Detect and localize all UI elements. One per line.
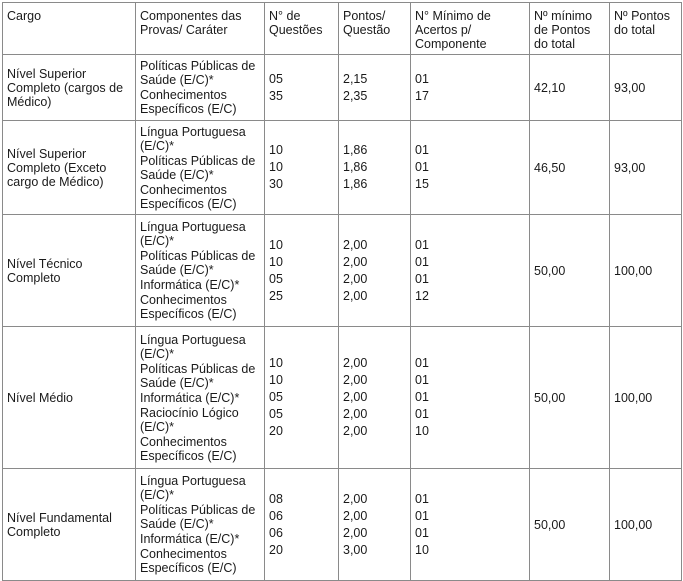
min-total-cell: 42,10 — [530, 55, 610, 121]
header-cargo: Cargo — [3, 3, 136, 55]
header-minimo: N° Mínimo de Acertos p/ Componente — [411, 3, 530, 55]
questoes-cell — [265, 55, 339, 121]
questoes-value: 35 — [269, 88, 283, 103]
table-row — [3, 469, 682, 581]
componente-item: Língua Portuguesa (E/C)* — [140, 220, 246, 248]
table-row — [3, 215, 682, 327]
total-cell: 100,00 — [610, 215, 682, 327]
minimo-value: 01 — [415, 491, 429, 506]
componente-item: Língua Portuguesa (E/C)* — [140, 474, 246, 502]
questoes-value: 25 — [269, 288, 283, 303]
minimo-cell — [411, 121, 530, 215]
pontos-value: 2,00 — [343, 254, 368, 269]
header-min-total: Nº mínimo de Pontos do total — [530, 3, 610, 55]
min-total-cell: 50,00 — [530, 215, 610, 327]
minimo-value: 01 — [415, 160, 429, 174]
questoes-value: 06 — [269, 508, 283, 523]
header-total: Nº Pontos do total — [610, 3, 682, 55]
pontos-value: 1,86 — [343, 160, 368, 174]
componente-item: Raciocínio Lógico (E/C)* — [140, 405, 239, 434]
minimo-value: 01 — [415, 525, 429, 540]
pontos-cell — [339, 469, 411, 581]
pontos-cell — [339, 121, 411, 215]
cargo-cell: Nível Fundamental Completo — [3, 469, 136, 581]
total-cell: 93,00 — [610, 121, 682, 215]
componente-item: Políticas Públicas de Saúde (E/C)* — [140, 361, 256, 390]
minimo-value: 01 — [415, 373, 429, 387]
pontos-cell — [339, 327, 411, 469]
pontos-value: 2,00 — [343, 288, 368, 303]
componentes-cell — [136, 55, 265, 121]
minimo-value: 12 — [415, 288, 429, 303]
total-cell: 100,00 — [610, 327, 682, 469]
pontos-value: 2,00 — [343, 407, 368, 421]
questoes-cell — [265, 121, 339, 215]
pontos-value: 2,00 — [343, 424, 368, 438]
componente-item: Políticas Públicas de Saúde (E/C)* — [140, 153, 256, 182]
questoes-value: 20 — [269, 424, 283, 438]
componente-item: Políticas Públicas de Saúde (E/C)* — [140, 59, 256, 87]
pontos-value: 2,00 — [343, 271, 368, 286]
minimo-cell — [411, 55, 530, 121]
minimo-value: 15 — [415, 177, 429, 191]
questoes-value: 05 — [269, 271, 283, 286]
header-questoes: N° de Questões — [265, 3, 339, 55]
pontos-cell — [339, 215, 411, 327]
pontos-value: 3,00 — [343, 542, 368, 557]
componente-item: Informática (E/C)* — [140, 390, 240, 405]
componente-item: Informática (E/C)* — [140, 278, 240, 292]
minimo-value: 01 — [415, 407, 429, 421]
minimo-cell — [411, 469, 530, 581]
pontos-value: 2,00 — [343, 525, 368, 540]
questoes-cell — [265, 327, 339, 469]
minimo-value: 01 — [415, 390, 429, 404]
pontos-value: 1,86 — [343, 143, 368, 157]
componente-item: Conhecimentos Específicos (E/C) — [140, 182, 237, 211]
pontos-value: 2,00 — [343, 491, 368, 506]
componente-item: Conhecimentos Específicos (E/C) — [140, 434, 237, 463]
cargo-cell: Nível Superior Completo (Exceto cargo de Médico) — [3, 121, 136, 215]
questoes-value: 10 — [269, 356, 283, 370]
componente-item: Conhecimentos Específicos (E/C) — [140, 547, 237, 575]
componente-item: Políticas Públicas de Saúde (E/C)* — [140, 503, 256, 531]
header-componentes: Componentes das Provas/ Caráter — [136, 3, 265, 55]
questoes-value: 20 — [269, 542, 283, 557]
pontos-value: 2,00 — [343, 237, 368, 252]
componentes-cell — [136, 215, 265, 327]
pontos-value: 2,35 — [343, 88, 368, 103]
questoes-value: 05 — [269, 71, 283, 86]
componentes-cell — [136, 469, 265, 581]
table-row — [3, 121, 682, 215]
pontos-value: 1,86 — [343, 177, 368, 191]
minimo-value: 10 — [415, 542, 429, 557]
questoes-value: 10 — [269, 373, 283, 387]
pontos-cell — [339, 55, 411, 121]
questoes-value: 05 — [269, 407, 283, 421]
min-total-cell: 46,50 — [530, 121, 610, 215]
header-pontos: Pontos/ Questão — [339, 3, 411, 55]
min-total-cell: 50,00 — [530, 469, 610, 581]
minimo-value: 10 — [415, 424, 429, 438]
pontos-value: 2,00 — [343, 373, 368, 387]
cargo-cell: Nível Superior Completo (cargos de Médico) — [3, 55, 136, 121]
questoes-cell — [265, 215, 339, 327]
total-cell: 93,00 — [610, 55, 682, 121]
pontos-value: 2,00 — [343, 390, 368, 404]
table-row — [3, 55, 682, 121]
questoes-value: 10 — [269, 160, 283, 174]
minimo-value: 01 — [415, 508, 429, 523]
componente-item: Conhecimentos Específicos (E/C) — [140, 88, 237, 116]
componente-item: Língua Portuguesa (E/C)* — [140, 124, 246, 153]
pontos-value: 2,15 — [343, 71, 368, 86]
componente-item: Língua Portuguesa (E/C)* — [140, 332, 246, 361]
header-row — [3, 3, 682, 55]
questoes-value: 08 — [269, 491, 283, 506]
pontos-value: 2,00 — [343, 356, 368, 370]
questoes-value: 06 — [269, 525, 283, 540]
cargo-cell: Nível Técnico Completo — [3, 215, 136, 327]
questoes-value: 05 — [269, 390, 283, 404]
questoes-value: 30 — [269, 177, 283, 191]
questoes-cell — [265, 469, 339, 581]
componente-item: Políticas Públicas de Saúde (E/C)* — [140, 249, 256, 277]
minimo-cell — [411, 327, 530, 469]
minimo-value: 01 — [415, 143, 429, 157]
questoes-value: 10 — [269, 254, 283, 269]
questoes-value: 10 — [269, 143, 283, 157]
minimo-value: 17 — [415, 88, 429, 103]
exam-distribution-table — [2, 2, 682, 581]
table-body — [3, 55, 682, 581]
componente-item: Informática (E/C)* — [140, 532, 240, 546]
minimo-value: 01 — [415, 237, 429, 252]
table-row — [3, 327, 682, 469]
pontos-value: 2,00 — [343, 508, 368, 523]
questoes-value: 10 — [269, 237, 283, 252]
minimo-value: 01 — [415, 71, 429, 86]
componente-item: Conhecimentos Específicos (E/C) — [140, 293, 237, 321]
minimo-cell — [411, 215, 530, 327]
total-cell: 100,00 — [610, 469, 682, 581]
minimo-value: 01 — [415, 271, 429, 286]
minimo-value: 01 — [415, 356, 429, 370]
componentes-cell — [136, 121, 265, 215]
min-total-cell: 50,00 — [530, 327, 610, 469]
minimo-value: 01 — [415, 254, 429, 269]
cargo-cell: Nível Médio — [3, 327, 136, 469]
componentes-cell — [136, 327, 265, 469]
